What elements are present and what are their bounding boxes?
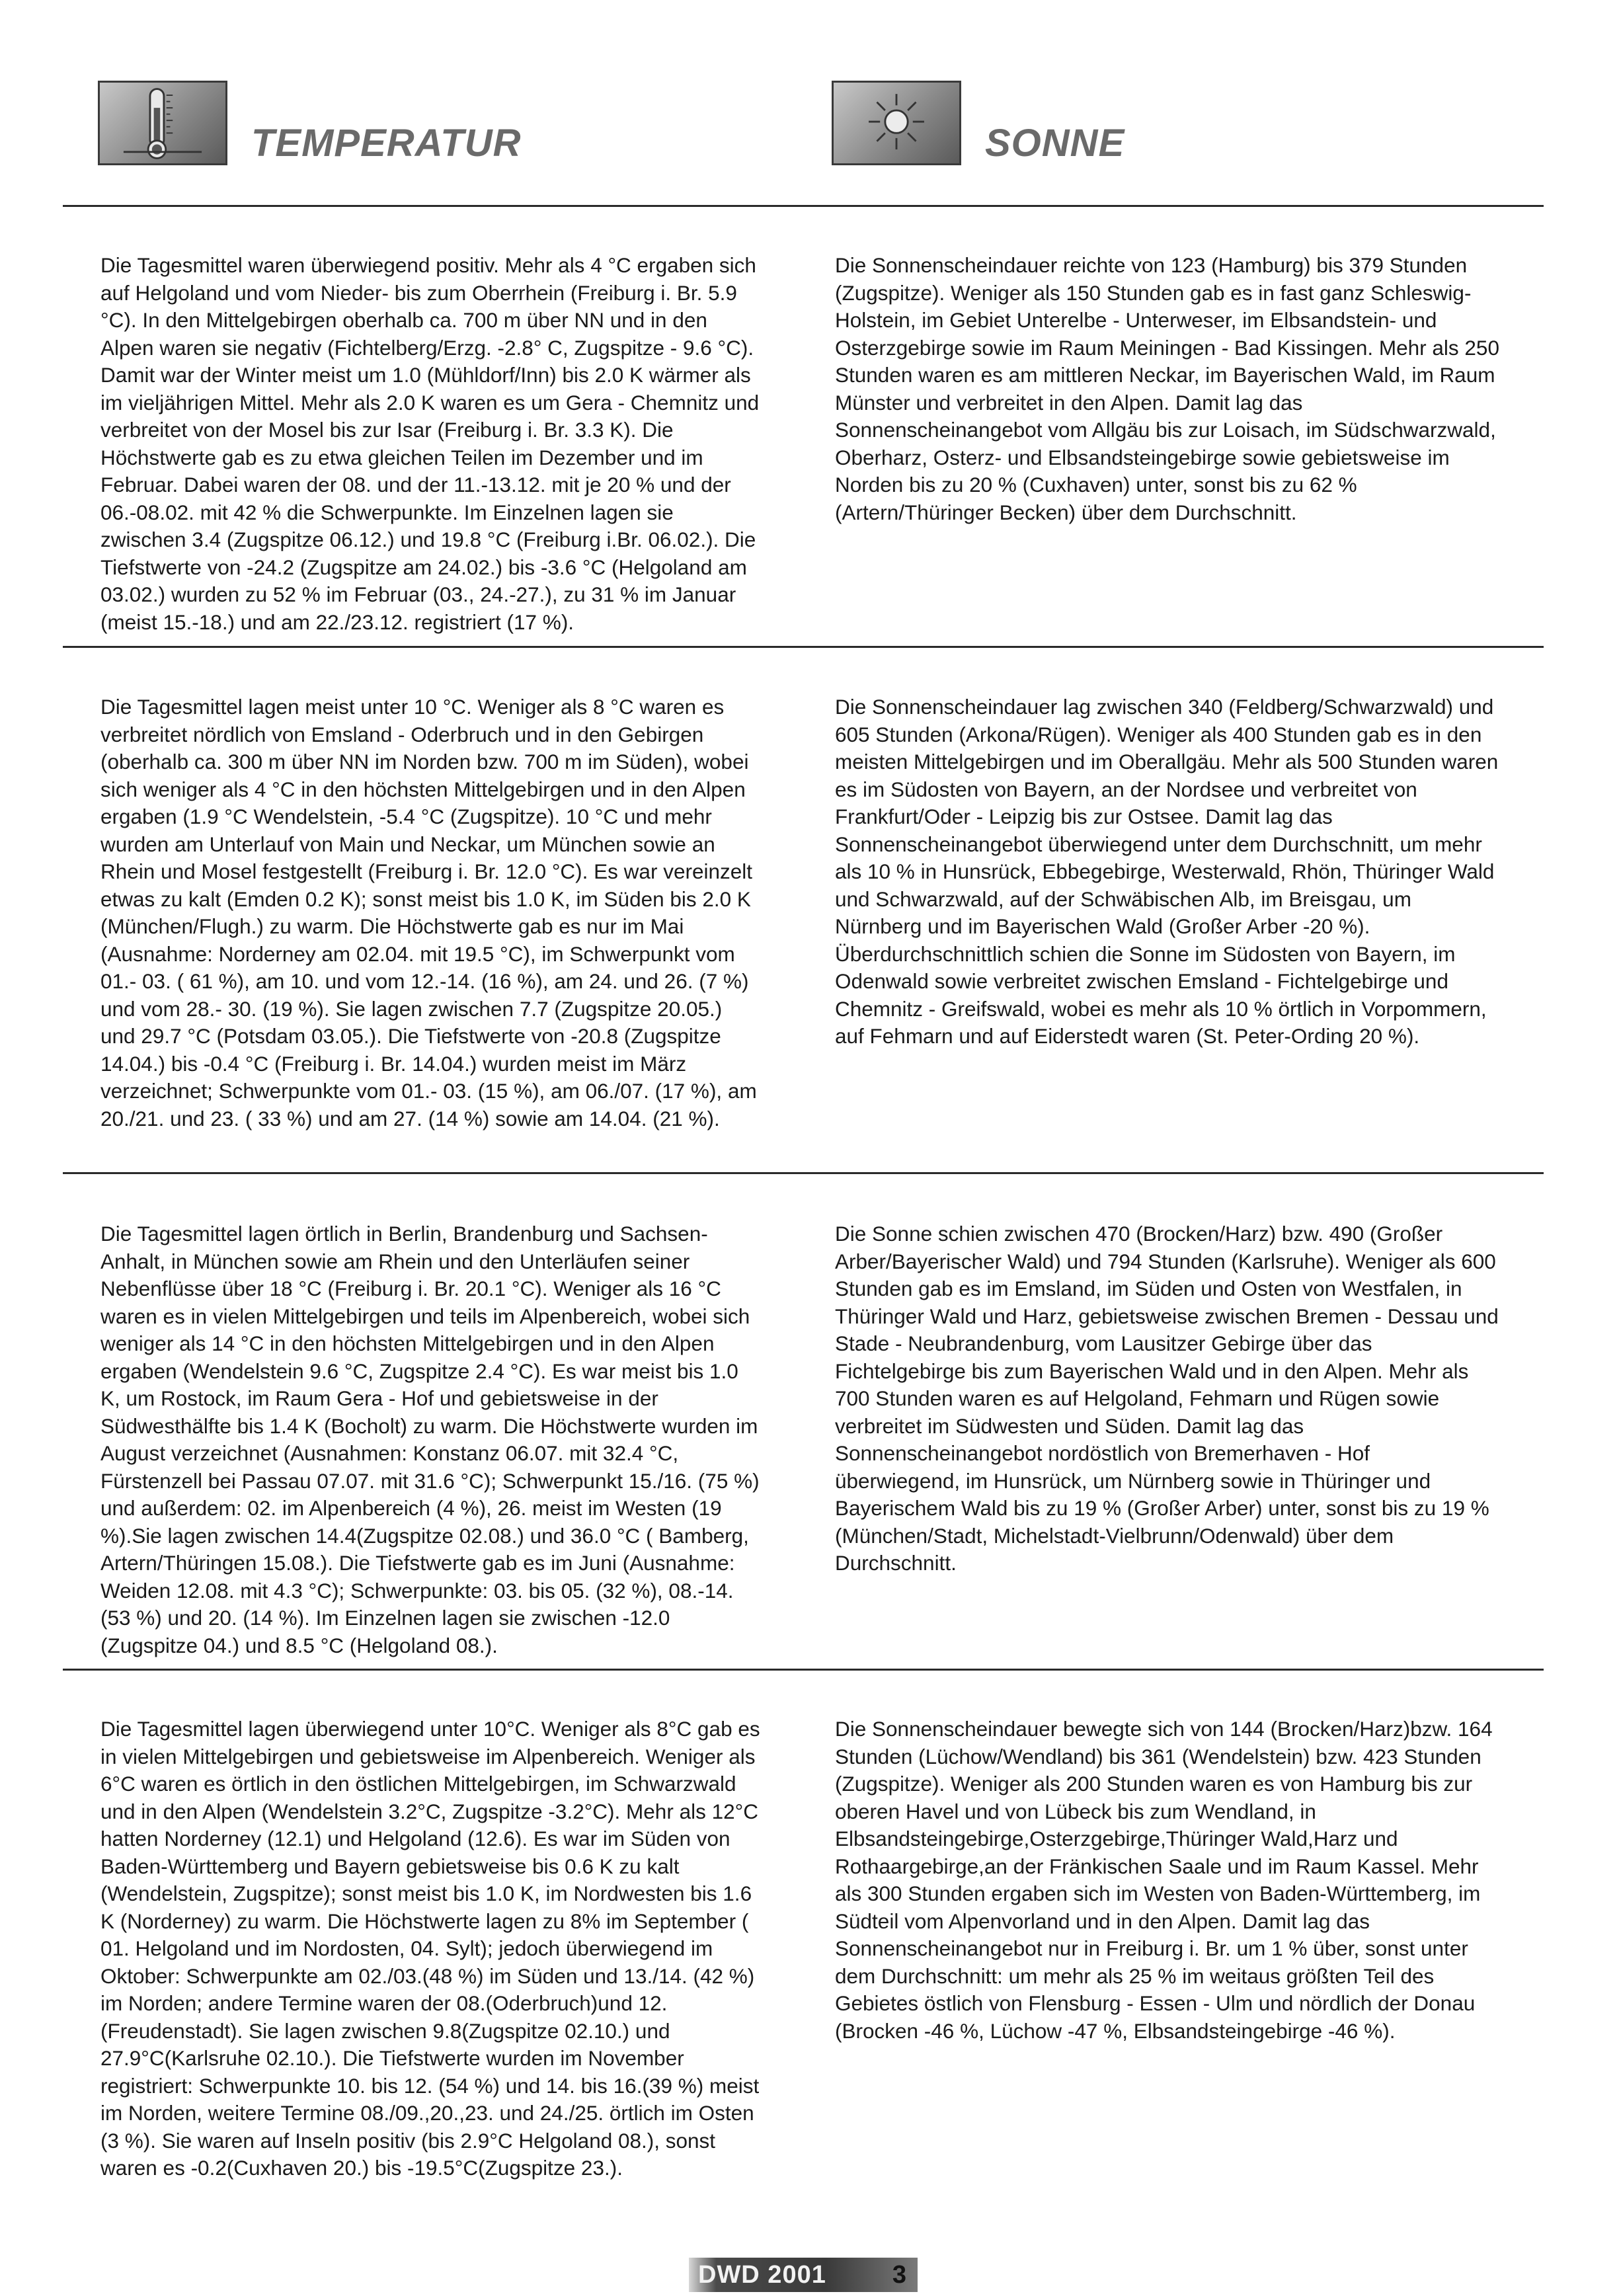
sun-icon	[832, 81, 961, 165]
sun-text-winter: Die Sonnenscheindauer reichte von 123 (Hamburg) bis 379 Stunden (Zugspitze). Weniger als 150 Stunden gab es in fast ganz Schleswig-Holstein, im Gebiet Unterelbe - Unterweser, im Elbsandstein- und Osterzgebirge sowie im Raum Meiningen - Bad Kissingen. Mehr als 250 Stunden waren es am mittleren Neckar, im Bayerischen Wald, im Raum Münster und verbreitet in den Alpen. Damit lag das Sonnenscheinangebot vom Allgäu bis zur Loisach, im Südschwarzwald, Oberharz, Osterz- und Elbsandsteingebirge sowie gebietsweise im Norden bis zu 20 % (Cuxhaven) unter, sonst bis zu 62 % (Artern/Thüringer Becken) über dem Durchschnitt.	[835, 253, 1499, 524]
temperature-text-winter: Die Tagesmittel waren überwiegend positiv. Mehr als 4 °C ergaben sich auf Helgoland und vom Nieder- bis zum Oberrhein (Freiburg i. Br. 5.9 °C). In den Mittelgebirgen oberhalb ca. 700 m über NN und in den Alpen waren sie negativ (Fichtelberg/Erzg. -2.8° C, Zugspitze - 9.6 °C). Damit war der Winter meist um 1.0 (Mühldorf/Inn) bis 2.0 K wärmer als im vieljährigen Mittel. Mehr als 2.0 K waren es um Gera - Chemnitz und verbreitet von der Mosel bis zur Isar (Freiburg i. Br. 3.3 K). Die Höchstwerte gab es zu etwa gleichen Teilen im Dezember und im Februar. Dabei waren der 08. und der 11.-13.12. mit je 20 % und der 06.-08.02. mit 42 % die Schwerpunkte. Im Einzelnen lagen sie zwischen 3.4 (Zugspitze 06.12.) und 19.8 °C (Freiburg i.Br. 06.02.). Die Tiefstwerte von -24.2 (Zugspitze am 24.02.) bis -3.6 °C (Helgoland am 03.02.) wurden zu 52 % im Februar (03., 24.-27.), zu 31 % im Januar (meist 15.-18.) und am 22./23.12. registriert (17 %).	[100, 253, 760, 634]
sun-text-spring: Die Sonnenscheindauer lag zwischen 340 (Feldberg/Schwarzwald) und 605 Stunden (Arkona/Rügen). Weniger als 400 Stunden gab es in den meisten Mittelgebirgen und im Oberallgäu. Mehr als 500 Stunden waren es im Südosten von Bayern, an der Nordsee und verbreitet von Frankfurt/Oder - Leipzig bis zur Ostsee. Damit lag das Sonnenscheinangebot überwiegend unter dem Durchschnitt, um mehr als 10 % in Hunsrück, Ebbegebirge, Westerwald, Rhön, Thüringer Wald und Schwarzwald, auf der Schwäbischen Alb, im Breisgau, um Nürnberg und im Bayerischen Wald (Großer Arber -20 %). Überdurchschnittlich schien die Sonne im Südosten von Bayern, im Odenwald sowie verbreitet zwischen Emsland - Fichtelgebirge und Chemnitz - Greifswald, wobei es mehr als 10 % örtlich in Vorpommern, auf Fehmarn und auf Eiderstedt waren (St. Peter-Ording 20 %).	[835, 695, 1499, 1048]
temperature-header	[98, 66, 521, 165]
divider-3	[63, 1669, 1544, 1671]
footer-label: DWD 2001	[698, 2260, 826, 2289]
divider-2	[63, 1172, 1544, 1174]
sun-header	[832, 66, 1125, 165]
footer-badge	[689, 2258, 918, 2292]
temperature-text-spring: Die Tagesmittel lagen meist unter 10 °C. Weniger als 8 °C waren es verbreitet nördlich von Emsland - Oderbruch und in den Gebirgen (oberhalb ca. 300 m über NN im Norden bzw. 700 m im Süden), wobei sich weniger als 4 °C in den höchsten Mittelgebirgen und in den Alpen ergaben (1.9 °C Wendelstein, -5.4 °C (Zugspitze). 10 °C und mehr wurden am Unterlauf von Main und Neckar, um München sowie an Rhein und Mosel festgestellt (Freiburg i. Br. 12.0 °C). Es war vereinzelt etwas zu kalt (Emden 0.2 K); sonst meist bis 1.0 K, im Süden bis 2.0 K (München/Flugh.) zu warm. Die Höchstwerte gab es nur im Mai (Ausnahme: Norderney am 02.04. mit 19.5 °C), im Schwerpunkt vom 01.- 03. ( 61 %), am 10. und vom 12.-14. (16 %), am 24. und 26. (7 %) und vom 28.- 30. (19 %). Sie lagen zwischen 7.7 (Zugspitze 20.05.) und 29.7 °C (Potsdam 03.05.). Die Tiefstwerte von -20.8 (Zugspitze 14.04.) bis -0.4 °C (Freiburg i. Br. 14.04.) wurden meist im März verzeichnet; Schwerpunkte vom 01.- 03. (15 %), am 06./07. (17 %), am 20./21. und 23. ( 33 %) und am 27. (14 %) sowie am 14.04. (21 %).	[100, 695, 757, 1130]
temperature-text-summer: Die Tagesmittel lagen örtlich in Berlin, Brandenburg und Sachsen-Anhalt, in München sowie am Rhein und den Unterläufen seiner Nebenflüsse über 18 °C (Freiburg i. Br. 20.1 °C). Weniger als 16 °C waren es in vielen Mittelgebirgen und teils im Alpenbereich, wobei sich weniger als 14 °C in den höchsten Mittelgebirgen und in den Alpen ergaben (Wendelstein 9.6 °C, Zugspitze 2.4 °C). Es war meist bis 1.0 K, um Rostock, im Raum Gera - Hof und gebietsweise in der Südwesthälfte bis 1.4 K (Bocholt) zu warm. Die Höchstwerte wurden im August verzeichnet (Ausnahmen: Konstanz 06.07. mit 32.4 °C, Fürstenzell bei Passau 07.07. mit 31.6 °C); Schwerpunkt 15./16. (75 %) und außerdem: 02. im Alpenbereich (4 %), 26. meist im Westen (19 %).Sie lagen zwischen 14.4(Zugspitze 02.08.) und 36.0 °C ( Bamberg, Artern/Thüringen 15.08.). Die Tiefstwerte gab es im Juni (Ausnahme: Weiden 12.08. mit 4.3 °C); Schwerpunkte: 03. bis 05. (32 %), 08.-14. (53 %) und 20. (14 %). Im Einzelnen lagen sie zwischen -12.0 (Zugspitze 04.) und 8.5 °C (Helgoland 08.).	[100, 1222, 760, 1657]
divider-top	[63, 205, 1544, 207]
sun-text-summer: Die Sonne schien zwischen 470 (Brocken/Harz) bzw. 490 (Großer Arber/Bayerischer Wald) und 794 Stunden (Karlsruhe). Weniger als 600 Stunden gab es im Emsland, im Süden und Osten von Westfalen, in Thüringer Wald und Harz, gebietsweise zwischen Bremen - Dessau und Stade - Neubrandenburg, vom Lausitzer Gebirge über das Fichtelgebirge bis zum Bayerischen Wald und in den Alpen. Mehr als 700 Stunden waren es auf Helgoland, Fehmarn und Rügen sowie verbreitet im Südwesten und Süden. Damit lag das Sonnenscheinangebot nordöstlich von Bremerhaven - Hof überwiegend, im Hunsrück, um Nürnberg sowie in Thüringer und Bayerischem Wald bis zu 19 % (Großer Arber) unter, sonst bis zu 19 % (München/Stadt, Michelstadt-Vielbrunn/Odenwald) über dem Durchschnitt.	[835, 1222, 1499, 1575]
divider-1	[63, 646, 1544, 648]
temperature-title: TEMPERATUR	[251, 122, 522, 165]
temperature-text-autumn: Die Tagesmittel lagen überwiegend unter 10°C. Weniger als 8°C gab es in vielen Mittelgebirgen und gebietsweise im Alpenbereich. Weniger als 6°C waren es örtlich in den östlichen Mittelgebirgen, im Schwarzwald und in den Alpen (Wendelstein 3.2°C, Zugspitze -3.2°C). Mehr als 12°C hatten Norderney (12.1) und Helgoland (12.6). Es war im Süden von Baden-Württemberg und Bayern gebietsweise bis 0.6 K zu kalt (Wendelstein, Zugspitze); sonst meist bis 1.0 K, im Nordwesten bis 1.6 K (Norderney) zu warm. Die Höchstwerte lagen zu 8% im September ( 01. Helgoland und im Nordosten, 04. Sylt); jedoch überwiegend im Oktober: Schwerpunkte am 02./03.(48 %) im Süden und 13./14. (42 %) im Norden; andere Termine waren der 08.(Oderbruch)und 12.(Freudenstadt). Sie lagen zwischen 9.8(Zugspitze 02.10.) und 27.9°C(Karlsruhe 02.10.). Die Tiefstwerte wurden im November registriert: Schwerpunkte 10. bis 12. (54 %) und 14. bis 16.(39 %) meist im Norden, weitere Termine 08./09.,20.,23. und 24./25. örtlich im Osten (3 %). Sie waren auf Inseln positiv (bis 2.9°C Helgoland 08.), sonst waren es -0.2(Cuxhaven 20.) bis -19.5°C(Zugspitze 23.).	[100, 1717, 760, 2180]
sun-title: SONNE	[985, 122, 1125, 165]
sun-text-autumn: Die Sonnenscheindauer bewegte sich von 144 (Brocken/Harz)bzw. 164 Stunden (Lüchow/Wendland) bis 361 (Wendelstein) bzw. 423 Stunden (Zugspitze). Weniger als 200 Stunden waren es von Hamburg bis zur oberen Havel und von Lübeck bis zum Wendland, in Elbsandsteingebirge,Osterzgebirge,Thüringer Wald,Harz und Rothaargebirge,an der Fränkischen Saale und im Raum Kassel. Mehr als 300 Stunden ergaben sich im Westen von Baden-Württemberg, im Südteil vom Alpenvorland und in den Alpen. Damit lag das Sonnenscheinangebot nur in Freiburg i. Br. um 1 % über, sonst unter dem Durchschnitt: um mehr als 25 % im weitaus größten Teil des Gebietes östlich von Flensburg - Essen - Ulm und nördlich der Donau (Brocken -46 %, Lüchow -47 %, Elbsandsteingebirge -46 %).	[835, 1717, 1493, 2043]
thermometer-icon	[98, 81, 227, 165]
page-number: 3	[892, 2260, 907, 2289]
